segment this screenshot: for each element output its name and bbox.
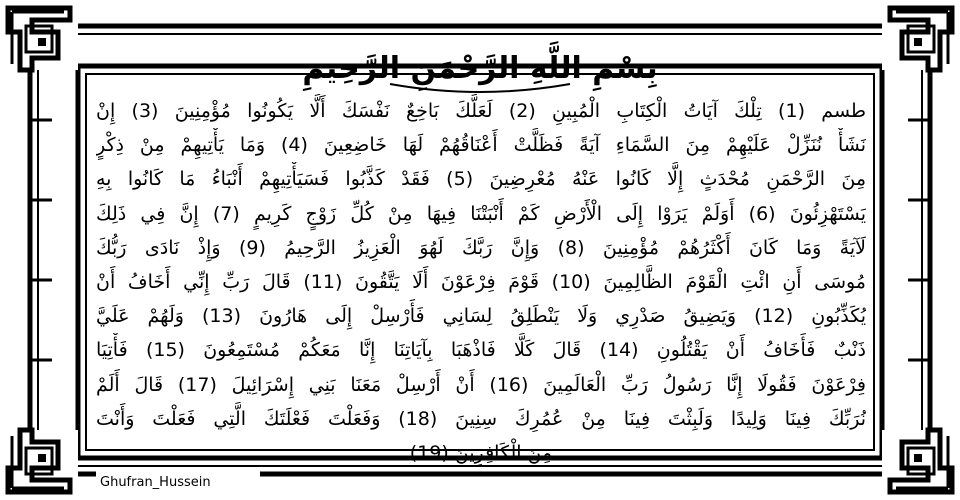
verse-line: نُرَبِّكَ فِينَا وَلِيدًا وَلَبِثْتَ فِينَا مِنْ عُمُرِكَ سِنِينَ (18) وَفَعَلْتَ فَعْلَتَكَ الَّتِي فَعَلْتَ وَأَنْتَ — [96, 407, 866, 430]
bismillah-calligraphy: بِسْمِ اللَّهِ الرَّحْمَنِ الرَّحِيمِ — [302, 50, 658, 86]
verse-line: فِرْعَوْنَ فَقُولَا إِنَّا رَسُولُ رَبِّ الْعَالَمِينَ (16) أَنْ أَرْسِلْ مَعَنَا بَنِي إِسْرَائِيلَ (17) قَالَ أَلَمْ — [96, 373, 866, 396]
corner-knot-bottom-right — [882, 430, 952, 492]
verse-line: مُوسَى أَنِ ائْتِ الْقَوْمَ الظَّالِمِينَ (10) قَوْمَ فِرْعَوْنَ أَلَا يَتَّقُونَ (11) قَالَ رَبِّ إِنِّي أَخَافُ أَنْ — [96, 270, 866, 293]
corner-knot-top-right — [882, 8, 952, 70]
corner-knot-bottom-left — [8, 430, 78, 492]
verse-line: يُكَذِّبُونِ (12) وَيَضِيقُ صَدْرِي وَلَا يَنْطَلِقُ لِسَانِي فَأَرْسِلْ إِلَى هَارُونَ (13) وَلَهُمْ عَلَيَّ — [96, 305, 866, 328]
verse-line: ذَنْبٌ فَأَخَافُ أَنْ يَقْتُلُونِ (14) قَالَ كَلَّا فَاذْهَبَا بِآيَاتِنَا إِنَّا مَعَكُمْ مُسْتَمِعُونَ (15) فَأْتِيَا — [96, 339, 866, 362]
author-credit: Ghufran_Hussein — [100, 475, 211, 490]
verse-line: لَآيَةً وَمَا كَانَ أَكْثَرُهُمْ مُؤْمِنِينَ (8) وَإِنَّ رَبَّكَ لَهُوَ الْعَزِيزُ الرَّحِيمُ (9) وَإِذْ نَادَى رَبُّكَ — [96, 236, 866, 259]
quran-verses-block — [96, 94, 866, 464]
verse-line: يَسْتَهْزِئُونَ (6) أَوَلَمْ يَرَوْا إِلَى الْأَرْضِ كَمْ أَنْبَتْنَا فِيهَا مِنْ كُلِّ زَوْجٍ كَرِيمٍ (7) إِنَّ فِي ذَلِكَ — [96, 202, 866, 225]
verse-line: مِنَ الرَّحْمَنِ مُحْدَثٍ إِلَّا كَانُوا عَنْهُ مُعْرِضِينَ (5) فَقَدْ كَذَّبُوا فَسَيَأْتِيهِمْ أَنْبَاءُ مَا كَانُوا بِهِ — [96, 168, 866, 191]
verse-line: طسم (1) تِلْكَ آيَاتُ الْكِتَابِ الْمُبِينِ (2) لَعَلَّكَ بَاخِعٌ نَفْسَكَ أَلَّا يَكُونُوا مُؤْمِنِينَ (3) إِنْ — [96, 100, 866, 122]
verse-line: نَشَأْ نُنَزِّلْ عَلَيْهِمْ مِنَ السَّمَاءِ آيَةً فَظَلَّتْ أَعْنَاقُهُمْ لَهَا خَاضِعِينَ (4) وَمَا يَأْتِيهِمْ مِنْ ذِكْرٍ — [96, 134, 866, 157]
verse-line: مِنَ الْكَافِرِينَ (19) — [409, 441, 553, 464]
corner-knot-top-left — [8, 8, 78, 70]
